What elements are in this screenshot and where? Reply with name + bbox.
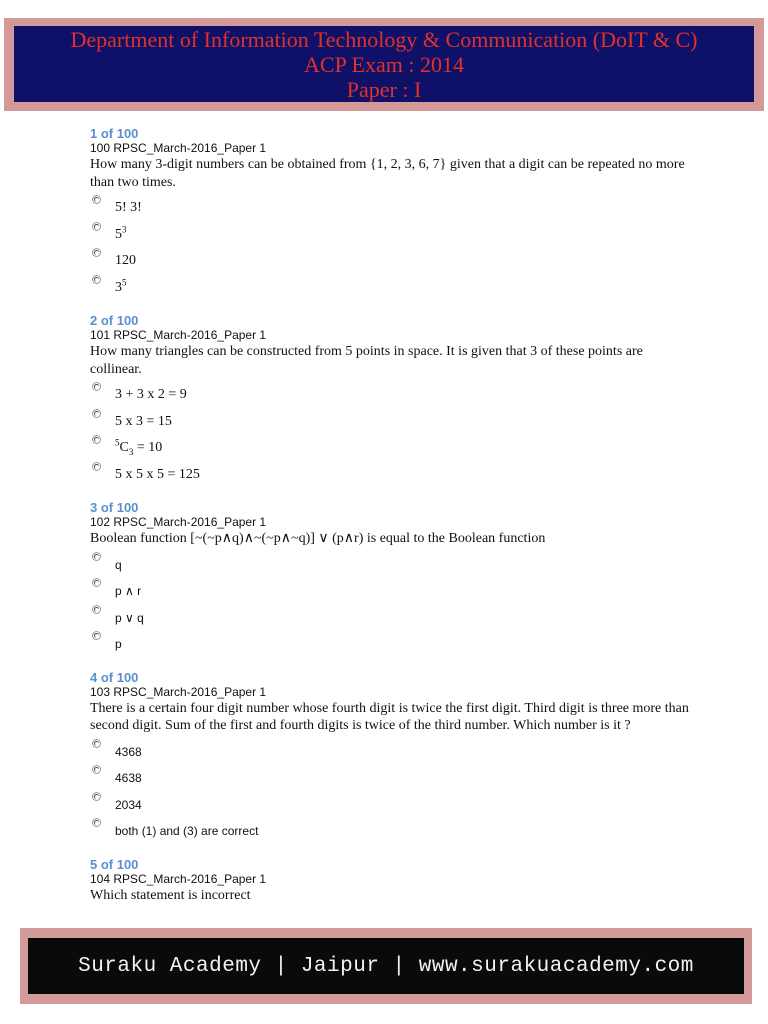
option-label: 4368 [115,744,142,759]
radio-button[interactable] [92,578,101,587]
option-row[interactable] [90,631,690,658]
footer-banner [20,928,752,1004]
option-label: q [115,557,122,572]
radio-button[interactable] [92,605,101,614]
option-row[interactable] [90,739,690,766]
option-row[interactable] [90,552,690,579]
option-label: p ∨ q [115,610,144,625]
option-label: both (1) and (3) are correct [115,824,259,838]
option-label: $5^3$ [115,223,127,242]
option-row[interactable] [90,792,690,819]
option-label: $^5C_3 = 10$ [115,437,163,457]
option-row[interactable] [90,409,690,436]
question-1 [90,126,690,301]
question-4 [90,670,690,845]
radio-button[interactable] [92,248,101,257]
question-list [90,126,690,916]
question-5 [90,857,690,905]
question-number: 3 of 100 [90,500,139,515]
radio-button[interactable] [92,818,101,827]
radio-button[interactable] [92,739,101,748]
question-text: There is a certain four digit number whose fourth digit is twice the first digit. Third digit is three more than second digit. Sum of the first and fourth digits is twice of the third number. Which number is it ? [90,700,689,733]
option-row[interactable] [90,435,690,462]
radio-button[interactable] [92,462,101,471]
question-number: 2 of 100 [90,313,139,328]
radio-button[interactable] [92,792,101,801]
option-label: $3^5$ [115,276,127,295]
option-row[interactable] [90,605,690,632]
header-inner [14,26,754,102]
option-label: p [115,637,122,651]
question-source: 103 RPSC_March-2016_Paper 1 [90,684,267,699]
option-row[interactable] [90,578,690,605]
question-source: 104 RPSC_March-2016_Paper 1 [90,871,267,886]
radio-button[interactable] [92,409,101,418]
radio-button[interactable] [92,382,101,391]
question-number: 4 of 100 [90,669,139,685]
question-text: Boolean function [~(~p∧q)∧~(~p∧~q)] ∨ (p∧r) is equal to the Boolean function [90,531,546,546]
option-row[interactable] [90,765,690,792]
option-label: 120 [115,253,136,268]
radio-button[interactable] [92,275,101,284]
radio-button[interactable] [92,631,101,640]
radio-button[interactable] [92,552,101,561]
question-source: 100 RPSC_March-2016_Paper 1 [90,141,267,155]
option-row[interactable] [90,222,690,249]
question-number: 1 of 100 [90,126,139,141]
header-banner [4,18,764,111]
question-text: Which statement is incorrect [90,887,251,903]
option-label: p ∧ r [115,584,142,598]
option-row[interactable] [90,275,690,302]
question-2 [90,313,690,488]
radio-button[interactable] [92,435,101,444]
option-label: 3 + 3 x 2 = 9 [115,387,187,402]
question-source: 101 RPSC_March-2016_Paper 1 [90,328,267,342]
question-number: 5 of 100 [90,856,139,872]
option-label: 5! 3! [115,200,142,215]
radio-button[interactable] [92,222,101,231]
option-row[interactable] [90,462,690,489]
question-3 [90,500,690,658]
radio-button[interactable] [92,765,101,774]
question-text: How many triangles can be constructed from 5 points in space. It is given that 3 of these points are collinear. [90,344,643,377]
radio-button[interactable] [92,195,101,204]
footer-text: Suraku Academy | Jaipur | www.surakuacademy.com [28,938,744,994]
option-row[interactable] [90,818,690,845]
option-label: 5 x 3 = 15 [115,413,172,429]
option-row[interactable] [90,382,690,409]
question-source: 102 RPSC_March-2016_Paper 1 [90,515,267,529]
question-text: How many 3-digit numbers can be obtained from {1, 2, 3, 6, 7} given that a digit can be repeated no more than two times. [90,157,685,190]
option-label: 2034 [115,797,142,812]
option-label: 5 x 5 x 5 = 125 [115,466,200,482]
option-row[interactable] [90,248,690,275]
header-title-line2: ACP Exam : 2014 [304,51,464,77]
option-row[interactable] [90,195,690,222]
header-title-line3: Paper : I [346,76,422,102]
option-label: 4638 [115,771,142,785]
header-title-line1: Department of Information Technology & Communication (DoIT & C) [70,26,698,52]
